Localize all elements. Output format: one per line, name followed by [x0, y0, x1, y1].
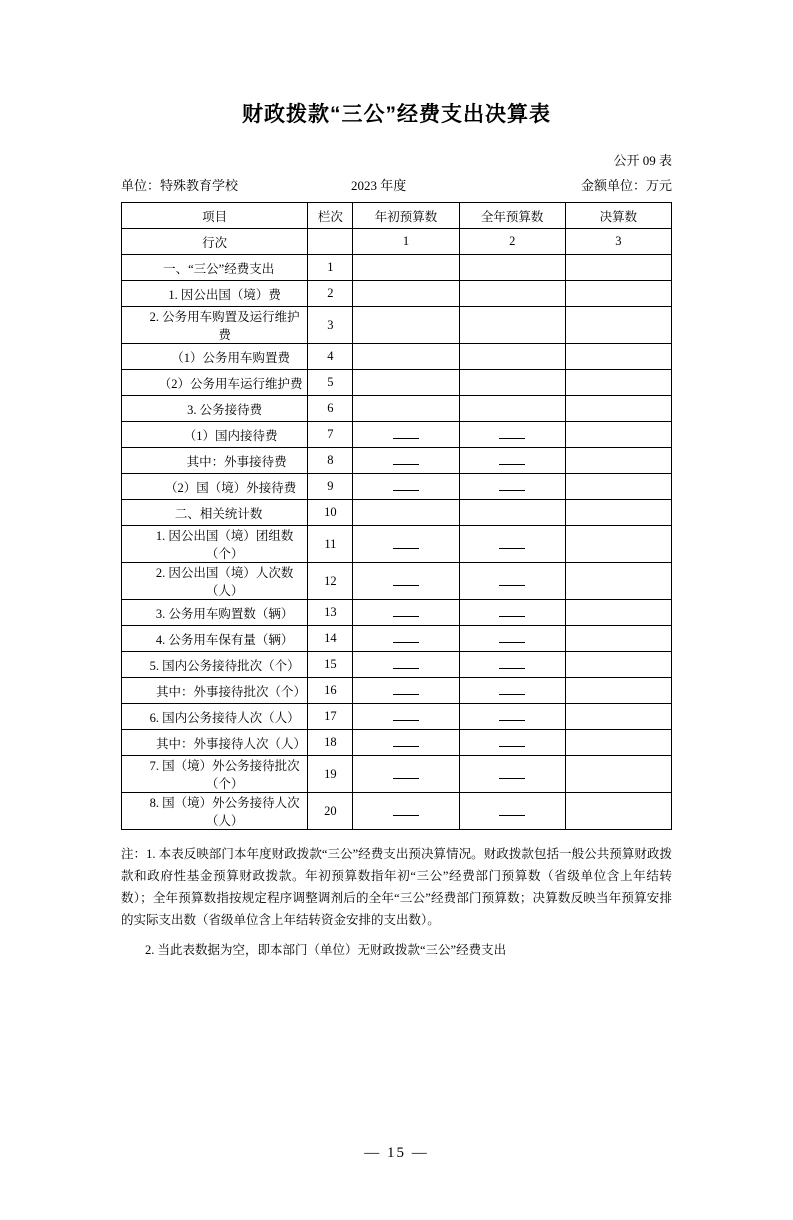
table-row	[122, 526, 672, 563]
row-line-number: 14	[308, 626, 353, 652]
row-line-number: 9	[308, 474, 353, 500]
table-row	[122, 626, 672, 652]
row-item-label: 2. 公务用车购置及运行维护费	[122, 307, 308, 344]
document-page	[0, 98, 793, 1220]
table-row	[122, 344, 672, 370]
row-line-number: 7	[308, 422, 353, 448]
row-value-cell	[565, 448, 671, 474]
table-notes	[121, 844, 672, 961]
row-value-cell	[353, 255, 459, 281]
row-value-cell	[353, 526, 459, 563]
table-row	[122, 600, 672, 626]
row-value-cell	[459, 563, 565, 600]
dash-mark	[499, 739, 525, 747]
column-index: 3	[565, 229, 671, 255]
page-number: — 15 —	[364, 1145, 429, 1161]
row-item-label: 1. 因公出国（境）费	[122, 281, 308, 307]
line-number-blank	[308, 229, 353, 255]
row-line-number: 13	[308, 600, 353, 626]
dash-mark	[393, 541, 419, 549]
row-item-label: 4. 公务用车保有量（辆）	[122, 626, 308, 652]
row-value-cell	[353, 600, 459, 626]
row-value-cell	[565, 600, 671, 626]
row-value-cell	[353, 396, 459, 422]
row-item-label: （2）公务用车运行维护费	[122, 370, 308, 396]
row-value-cell	[565, 563, 671, 600]
meta-unit: 单位：特殊教育学校	[121, 178, 239, 193]
row-line-number: 2	[308, 281, 353, 307]
meta-year: 2023 年度	[351, 178, 407, 193]
row-value-cell	[353, 344, 459, 370]
row-line-number: 17	[308, 704, 353, 730]
row-item-label: 6. 国内公务接待人次（人）	[122, 704, 308, 730]
row-value-cell	[459, 793, 565, 830]
row-item-label: 3. 公务用车购置数（辆）	[122, 600, 308, 626]
dash-mark	[499, 635, 525, 643]
row-item-label: （2）国（境）外接待费	[122, 474, 308, 500]
table-row	[122, 422, 672, 448]
column-header: 项目	[122, 203, 308, 229]
table-row	[122, 652, 672, 678]
row-value-cell	[459, 448, 565, 474]
row-value-cell	[459, 474, 565, 500]
row-item-label: 5. 国内公务接待批次（个）	[122, 652, 308, 678]
row-value-cell	[353, 448, 459, 474]
row-line-number: 20	[308, 793, 353, 830]
row-value-cell	[459, 756, 565, 793]
row-item-label: 其中：外事接待批次（个）	[122, 678, 308, 704]
row-value-cell	[459, 370, 565, 396]
row-value-cell	[565, 793, 671, 830]
dash-mark	[393, 661, 419, 669]
table-row	[122, 563, 672, 600]
row-value-cell	[459, 652, 565, 678]
row-line-number: 5	[308, 370, 353, 396]
dash-mark	[393, 687, 419, 695]
row-value-cell	[565, 626, 671, 652]
note-2: 2. 当此表数据为空，即本部门（单位）无财政拨款“三公”经费支出	[145, 942, 507, 957]
column-header: 年初预算数	[353, 203, 459, 229]
dash-mark	[393, 609, 419, 617]
meta-amount-unit: 金额单位：万元	[580, 178, 672, 193]
dash-mark	[393, 713, 419, 721]
row-item-label: （1）公务用车购置费	[122, 344, 308, 370]
row-line-number: 6	[308, 396, 353, 422]
row-item-label: 其中：外事接待费	[122, 448, 308, 474]
dash-mark	[499, 687, 525, 695]
dash-mark	[393, 739, 419, 747]
table-header-row	[122, 203, 672, 229]
row-value-cell	[459, 422, 565, 448]
row-value-cell	[565, 756, 671, 793]
table-row	[122, 396, 672, 422]
table-row	[122, 793, 672, 830]
table-row	[122, 678, 672, 704]
row-value-cell	[353, 474, 459, 500]
column-index: 2	[459, 229, 565, 255]
table-row	[122, 730, 672, 756]
row-line-number: 15	[308, 652, 353, 678]
row-line-number: 16	[308, 678, 353, 704]
row-line-number: 11	[308, 526, 353, 563]
dash-mark	[499, 713, 525, 721]
row-item-label: （1）国内接待费	[122, 422, 308, 448]
column-header: 决算数	[565, 203, 671, 229]
dash-mark	[499, 771, 525, 779]
row-value-cell	[353, 307, 459, 344]
note-1: 注：1. 本表反映部门本年度财政拨款“三公”经费支出预决算情况。财政拨款包括一般公共预算财政拨款和政府性基金预算财政拨款。年初预算数指年初“三公”经费部门预算数（省级单位含上年结转数）；全年预算数指按规定程序调整调剂后的全年“三公”经费部门预算数；决算数反映当年预算安排的实际支出数（省级单位含上年结转资金安排的支出数）。	[121, 847, 672, 927]
table-row	[122, 704, 672, 730]
row-value-cell	[565, 678, 671, 704]
row-value-cell	[459, 307, 565, 344]
table-row	[122, 370, 672, 396]
line-number-row	[122, 229, 672, 255]
dash-mark	[499, 578, 525, 586]
row-value-cell	[353, 730, 459, 756]
dash-mark	[393, 483, 419, 491]
row-value-cell	[459, 600, 565, 626]
row-value-cell	[353, 563, 459, 600]
row-value-cell	[353, 793, 459, 830]
row-value-cell	[353, 500, 459, 526]
row-value-cell	[353, 652, 459, 678]
row-item-label: 一、“三公”经费支出	[122, 255, 308, 281]
dash-mark	[499, 483, 525, 491]
row-value-cell	[353, 370, 459, 396]
table-row	[122, 255, 672, 281]
row-value-cell	[565, 526, 671, 563]
row-value-cell	[353, 704, 459, 730]
row-value-cell	[459, 396, 565, 422]
table-row	[122, 448, 672, 474]
column-header: 栏次	[308, 203, 353, 229]
row-item-label: 2. 因公出国（境）人次数（人）	[122, 563, 308, 600]
row-value-cell	[565, 474, 671, 500]
row-value-cell	[459, 730, 565, 756]
dash-mark	[393, 457, 419, 465]
page-title: 财政拨款“三公”经费支出决算表	[242, 103, 551, 126]
dash-mark	[499, 808, 525, 816]
dash-mark	[499, 457, 525, 465]
row-value-cell	[459, 281, 565, 307]
row-item-label: 其中：外事接待人次（人）	[122, 730, 308, 756]
dash-mark	[499, 609, 525, 617]
dash-mark	[499, 431, 525, 439]
row-line-number: 1	[308, 255, 353, 281]
row-item-label: 1. 因公出国（境）团组数（个）	[122, 526, 308, 563]
row-value-cell	[565, 307, 671, 344]
table-row	[122, 756, 672, 793]
column-header: 全年预算数	[459, 203, 565, 229]
budget-table	[121, 202, 672, 830]
row-line-number: 4	[308, 344, 353, 370]
row-line-number: 8	[308, 448, 353, 474]
row-value-cell	[565, 396, 671, 422]
row-line-number: 10	[308, 500, 353, 526]
row-value-cell	[459, 678, 565, 704]
row-value-cell	[459, 626, 565, 652]
line-number-header: 行次	[122, 229, 308, 255]
row-value-cell	[565, 500, 671, 526]
form-number: 公开 09 表	[613, 153, 672, 168]
row-value-cell	[459, 500, 565, 526]
table-row	[122, 307, 672, 344]
row-line-number: 12	[308, 563, 353, 600]
row-item-label: 3. 公务接待费	[122, 396, 308, 422]
row-value-cell	[353, 281, 459, 307]
document-meta	[0, 175, 793, 194]
row-value-cell	[353, 678, 459, 704]
row-value-cell	[353, 626, 459, 652]
dash-mark	[499, 541, 525, 549]
row-item-label: 7. 国（境）外公务接待批次（个）	[122, 756, 308, 793]
row-value-cell	[459, 704, 565, 730]
table-row	[122, 281, 672, 307]
table-row	[122, 474, 672, 500]
column-index: 1	[353, 229, 459, 255]
row-value-cell	[565, 281, 671, 307]
row-value-cell	[565, 370, 671, 396]
dash-mark	[393, 635, 419, 643]
row-line-number: 18	[308, 730, 353, 756]
dash-mark	[393, 431, 419, 439]
row-value-cell	[565, 422, 671, 448]
dash-mark	[393, 771, 419, 779]
row-value-cell	[565, 730, 671, 756]
row-value-cell	[565, 704, 671, 730]
row-value-cell	[565, 255, 671, 281]
dash-mark	[393, 578, 419, 586]
row-value-cell	[459, 255, 565, 281]
row-value-cell	[459, 526, 565, 563]
row-line-number: 19	[308, 756, 353, 793]
row-value-cell	[459, 344, 565, 370]
dash-mark	[499, 661, 525, 669]
row-value-cell	[353, 756, 459, 793]
row-value-cell	[565, 652, 671, 678]
row-item-label: 二、相关统计数	[122, 500, 308, 526]
row-item-label: 8. 国（境）外公务接待人次（人）	[122, 793, 308, 830]
row-value-cell	[565, 344, 671, 370]
dash-mark	[393, 808, 419, 816]
table-row	[122, 500, 672, 526]
row-line-number: 3	[308, 307, 353, 344]
row-value-cell	[353, 422, 459, 448]
